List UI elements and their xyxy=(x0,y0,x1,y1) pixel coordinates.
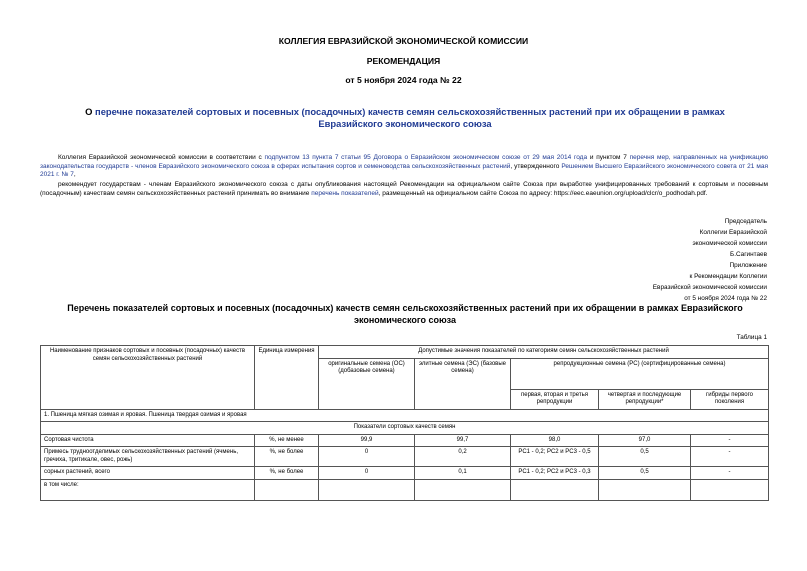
link-decision[interactable]: Решением Высшего Евразийского экономического совета от 21 мая 2021 г. № 7 xyxy=(40,162,768,179)
header-name: Наименование признаков сортовых и посевных (посадочных) качеств семян сельскохозяйственных растений xyxy=(41,346,255,410)
row-rs4: 97,0 xyxy=(599,434,691,447)
indicators-table xyxy=(40,345,769,501)
row-es: 0,1 xyxy=(415,467,511,480)
signature-line: Коллегии Евразийской xyxy=(699,229,767,236)
p1-text-3: , утвержденного xyxy=(510,162,562,170)
header-rs4: четвертая и последующие репродукции* xyxy=(599,389,691,409)
appendix-block xyxy=(507,260,767,304)
link-measures[interactable]: перечня мер, направленных на унификацию законодательства государств - членов Евразийского экономического союза в сферах испытания сортов и семеноводства сельскохозяйственных растений xyxy=(40,154,768,170)
table-row xyxy=(41,434,769,447)
header-allowed: Допустимые значения показателей по категориям семян сельскохозяйственных растений xyxy=(319,346,769,359)
row-name: сорных растений, всего xyxy=(41,467,255,480)
signature-line: Б.Сагинтаев xyxy=(730,251,767,258)
p1-text-2: и пунктом 7 xyxy=(587,154,630,161)
row-name: Сортовая чистота xyxy=(41,434,255,447)
row-hybrid xyxy=(691,479,769,500)
row-rs1: 98,0 xyxy=(511,434,599,447)
subsection-title: Показатели сортовых качеств семян xyxy=(41,422,769,435)
row-unit xyxy=(255,479,319,500)
signature-block xyxy=(507,216,767,260)
p2-text-2: , размещенный на официальном сайте Союза по адресу: https://eec.eaeunion.org/upload/clcr/o_podhodah.pdf. xyxy=(378,189,708,197)
doc-title xyxy=(60,106,750,130)
row-rs4: 0,5 xyxy=(599,447,691,467)
doc-type: РЕКОМЕНДАЦИЯ xyxy=(366,56,441,66)
row-rs1 xyxy=(511,479,599,500)
doc-title-prefix: О xyxy=(85,106,96,117)
org-name: КОЛЛЕГИЯ ЕВРАЗИЙСКОЙ ЭКОНОМИЧЕСКОЙ КОМИССИИ xyxy=(278,36,529,46)
header-rs1: первая, вторая и третья репродукции xyxy=(511,389,599,409)
signature-line: Председатель xyxy=(724,218,767,225)
header-rs: репродукционные семена (РС) (сертифицированные семена) xyxy=(511,358,769,389)
row-es: 0,2 xyxy=(415,447,511,467)
row-rs4 xyxy=(599,479,691,500)
section-title: 1. Пшеница мягкая озимая и яровая. Пшеница твердая озимая и яровая xyxy=(41,409,769,422)
appendix-line: от 5 ноября 2024 года № 22 xyxy=(684,295,767,302)
table-section-row xyxy=(41,409,769,422)
paragraph-1 xyxy=(40,154,768,180)
row-hybrid: - xyxy=(691,434,769,447)
row-rs1: РС1 - 0,2; РС2 и РС3 - 0,3 xyxy=(511,467,599,480)
link-indicator-list[interactable]: перечень показателей xyxy=(311,189,379,197)
header-es: элитные семена (ЭС) (базовые семена) xyxy=(415,358,511,409)
row-unit: %, не менее xyxy=(255,434,319,447)
appendix-line: к Рекомендации Коллегии xyxy=(689,273,767,280)
row-name: в том числе: xyxy=(41,479,255,500)
row-os: 99,9 xyxy=(319,434,415,447)
appendix-line: Евразийской экономической комиссии xyxy=(652,284,767,291)
header-unit: Единица измерения xyxy=(255,346,319,410)
paragraph-2 xyxy=(40,181,768,198)
header-hybrid: гибриды первого поколения xyxy=(691,389,769,409)
row-es: 99,7 xyxy=(415,434,511,447)
row-unit: %, не более xyxy=(255,467,319,480)
row-es xyxy=(415,479,511,500)
header-os: оригинальные семена (ОС) (добазовые семена) xyxy=(319,358,415,409)
row-hybrid: - xyxy=(691,447,769,467)
row-os: 0 xyxy=(319,447,415,467)
row-rs4: 0,5 xyxy=(599,467,691,480)
p2-text-1: рекомендует государствам - членам Евразийского экономического союза с даты опубликования настоящей Рекомендации на официальном сайте Союза при выработке унифицированных требований к сортовым и посевным (посадочным) качествам семян сельскохозяйственных растений принимать во внимание xyxy=(40,181,768,197)
row-unit: %, не более xyxy=(255,447,319,467)
link-treaty[interactable]: подпунктом 13 пункта 7 статьи 95 Договора о Евразийском экономическом союзе от 29 мая 2014 года xyxy=(264,154,588,161)
row-hybrid: - xyxy=(691,467,769,480)
doc-date: от 5 ноября 2024 года № 22 xyxy=(345,75,462,85)
table-header-row xyxy=(41,346,769,359)
row-name: Примесь трудноотделимых сельскохозяйственных растений (ячмень, гречиха, тритикале, овес, рожь) xyxy=(41,447,255,467)
row-os xyxy=(319,479,415,500)
table-row xyxy=(41,447,769,467)
row-os: 0 xyxy=(319,467,415,480)
p1-text-1: Коллегия Евразийской экономической комиссии в соответствии с xyxy=(58,154,265,161)
appendix-line: Приложение xyxy=(729,262,767,269)
list-title: Перечень показателей сортовых и посевных (посадочных) качеств семян сельскохозяйственных растений при их обращении в рамках Евразийского экономического союза xyxy=(67,303,743,325)
table-row xyxy=(41,467,769,480)
table-label: Таблица 1 xyxy=(736,334,767,341)
table-row xyxy=(41,479,769,500)
row-rs1: РС1 - 0,2; РС2 и РС3 - 0,5 xyxy=(511,447,599,467)
signature-line: экономической комиссии xyxy=(692,240,767,247)
table-subsection-row xyxy=(41,422,769,435)
doc-title-link[interactable]: перечне показателей сортовых и посевных (посадочных) качеств семян сельскохозяйственных растений при их обращении в рамках Евразийского экономического союза xyxy=(95,106,725,129)
p1-text-4: , xyxy=(73,171,76,179)
